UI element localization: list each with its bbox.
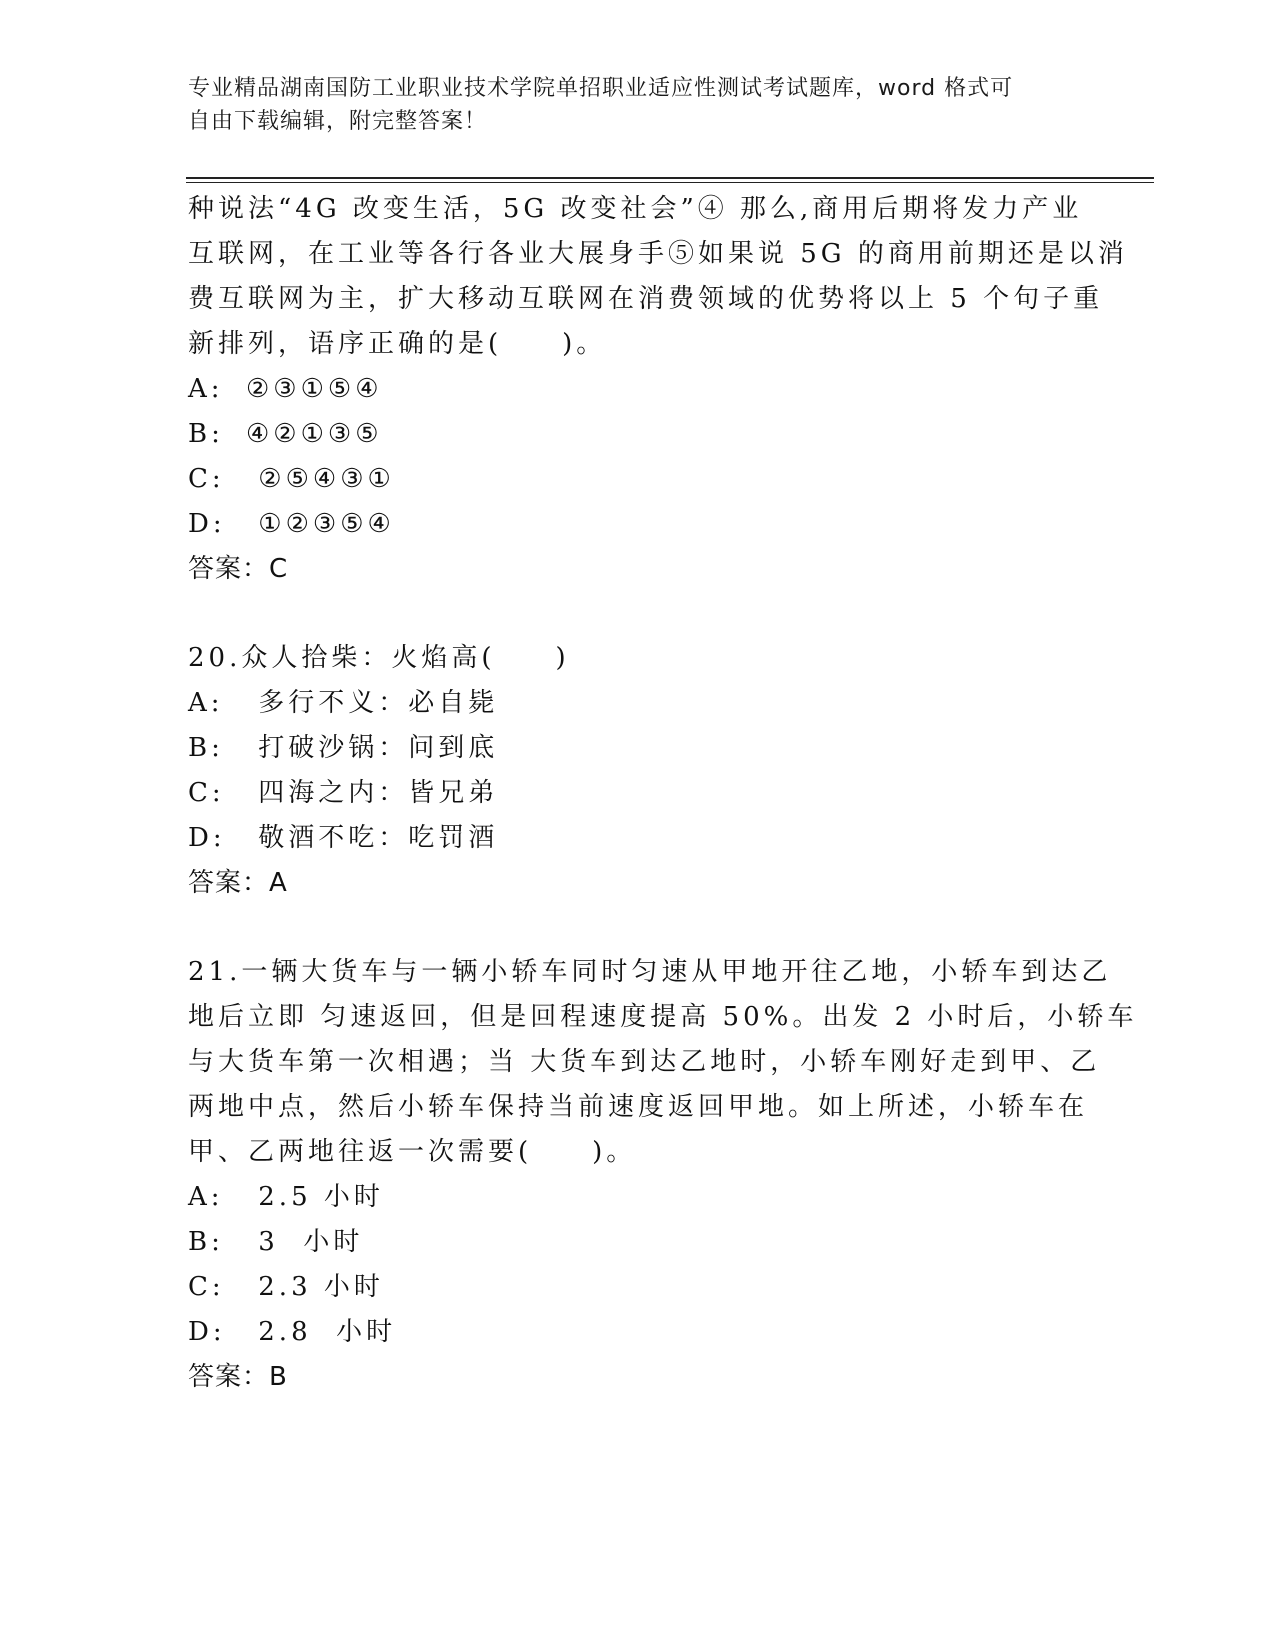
option-text: 四海之内：皆兄弟 (246, 778, 499, 808)
option-text: ①②③⑤④ (246, 509, 395, 539)
option-letter: A: (188, 1182, 224, 1212)
question-21 (188, 950, 1138, 1400)
question-text-line: 地后立即 匀速返回，但是回程速度提高 50%。出发 2 小时后，小轿车 (188, 1002, 1138, 1032)
header-line-2: 自由下载编辑，附完整答案！ (188, 109, 488, 134)
option-letter: D: (188, 1317, 226, 1347)
answer-line: 答案：A (188, 868, 288, 898)
option-letter: C: (188, 464, 225, 494)
option-d (188, 1310, 1088, 1355)
header-divider-thin (186, 182, 1154, 183)
question-19 (188, 187, 1128, 592)
option-text: 打破沙锅：问到底 (246, 733, 499, 763)
option-text: ④②①③⑤ (246, 419, 383, 449)
header-line-1: 专业精品湖南国防工业职业技术学院单招职业适应性测试考试题库，word 格式可 (188, 76, 1014, 101)
answer-line: 答案：B (188, 1362, 288, 1392)
option-letter: D: (188, 509, 226, 539)
option-c (188, 771, 1088, 816)
option-c (188, 1265, 1088, 1310)
question-text-line: 与大货车第一次相遇；当 大货车到达乙地时，小轿车刚好走到甲、乙 (188, 1047, 1101, 1077)
option-text: ②③①⑤④ (246, 374, 383, 404)
option-letter: D: (188, 823, 226, 853)
option-text: 敬酒不吃：吃罚酒 (246, 823, 499, 853)
question-text-line: 种说法“4G 改变生活，5G 改变社会”④ 那么,商用后期将发力产业 (188, 194, 1083, 224)
option-letter: B: (188, 1227, 224, 1257)
option-text: 2.5 小时 (246, 1182, 384, 1212)
option-text: 3 小时 (246, 1227, 364, 1257)
option-text: 2.8 小时 (246, 1317, 397, 1347)
option-text: ②⑤④③① (246, 464, 395, 494)
option-a (188, 681, 1088, 726)
question-spacer (188, 906, 1088, 950)
option-letter: B: (188, 419, 224, 449)
option-letter: C: (188, 1272, 225, 1302)
question-text-line: 新排列，语序正确的是( )。 (188, 329, 607, 359)
option-letter: C: (188, 778, 225, 808)
question-text-line: 20.众人拾柴：火焰高( ) (188, 643, 570, 673)
question-text-line: 两地中点，然后小轿车保持当前速度返回甲地。如上所述，小轿车在 (188, 1092, 1089, 1122)
option-letter: A: (188, 374, 224, 404)
option-text: 2.3 小时 (246, 1272, 384, 1302)
document-header (188, 72, 1068, 138)
option-d (188, 502, 1088, 547)
option-a (188, 1175, 1088, 1220)
question-text-line: 互联网，在工业等各行各业大展身手⑤如果说 5G 的商用前期还是以消 (188, 239, 1128, 269)
question-text-line: 21.一辆大货车与一辆小轿车同时匀速从甲地开往乙地，小轿车到达乙 (188, 957, 1112, 987)
option-b (188, 726, 1088, 771)
option-text: 多行不义：必自毙 (246, 688, 499, 718)
question-spacer (188, 592, 1088, 636)
document-body (188, 187, 1138, 1400)
option-b (188, 1220, 1088, 1265)
header-divider-thick (186, 177, 1154, 179)
question-text-line: 费互联网为主，扩大移动互联网在消费领域的优势将以上 5 个句子重 (188, 284, 1104, 314)
option-d (188, 816, 1088, 861)
answer-line: 答案：C (188, 554, 289, 584)
option-letter: B: (188, 733, 224, 763)
option-a (188, 367, 1088, 412)
question-20 (188, 636, 1088, 906)
option-b (188, 412, 1088, 457)
option-letter: A: (188, 688, 224, 718)
question-text-line: 甲、乙两地往返一次需要( )。 (188, 1137, 637, 1167)
option-c (188, 457, 1088, 502)
